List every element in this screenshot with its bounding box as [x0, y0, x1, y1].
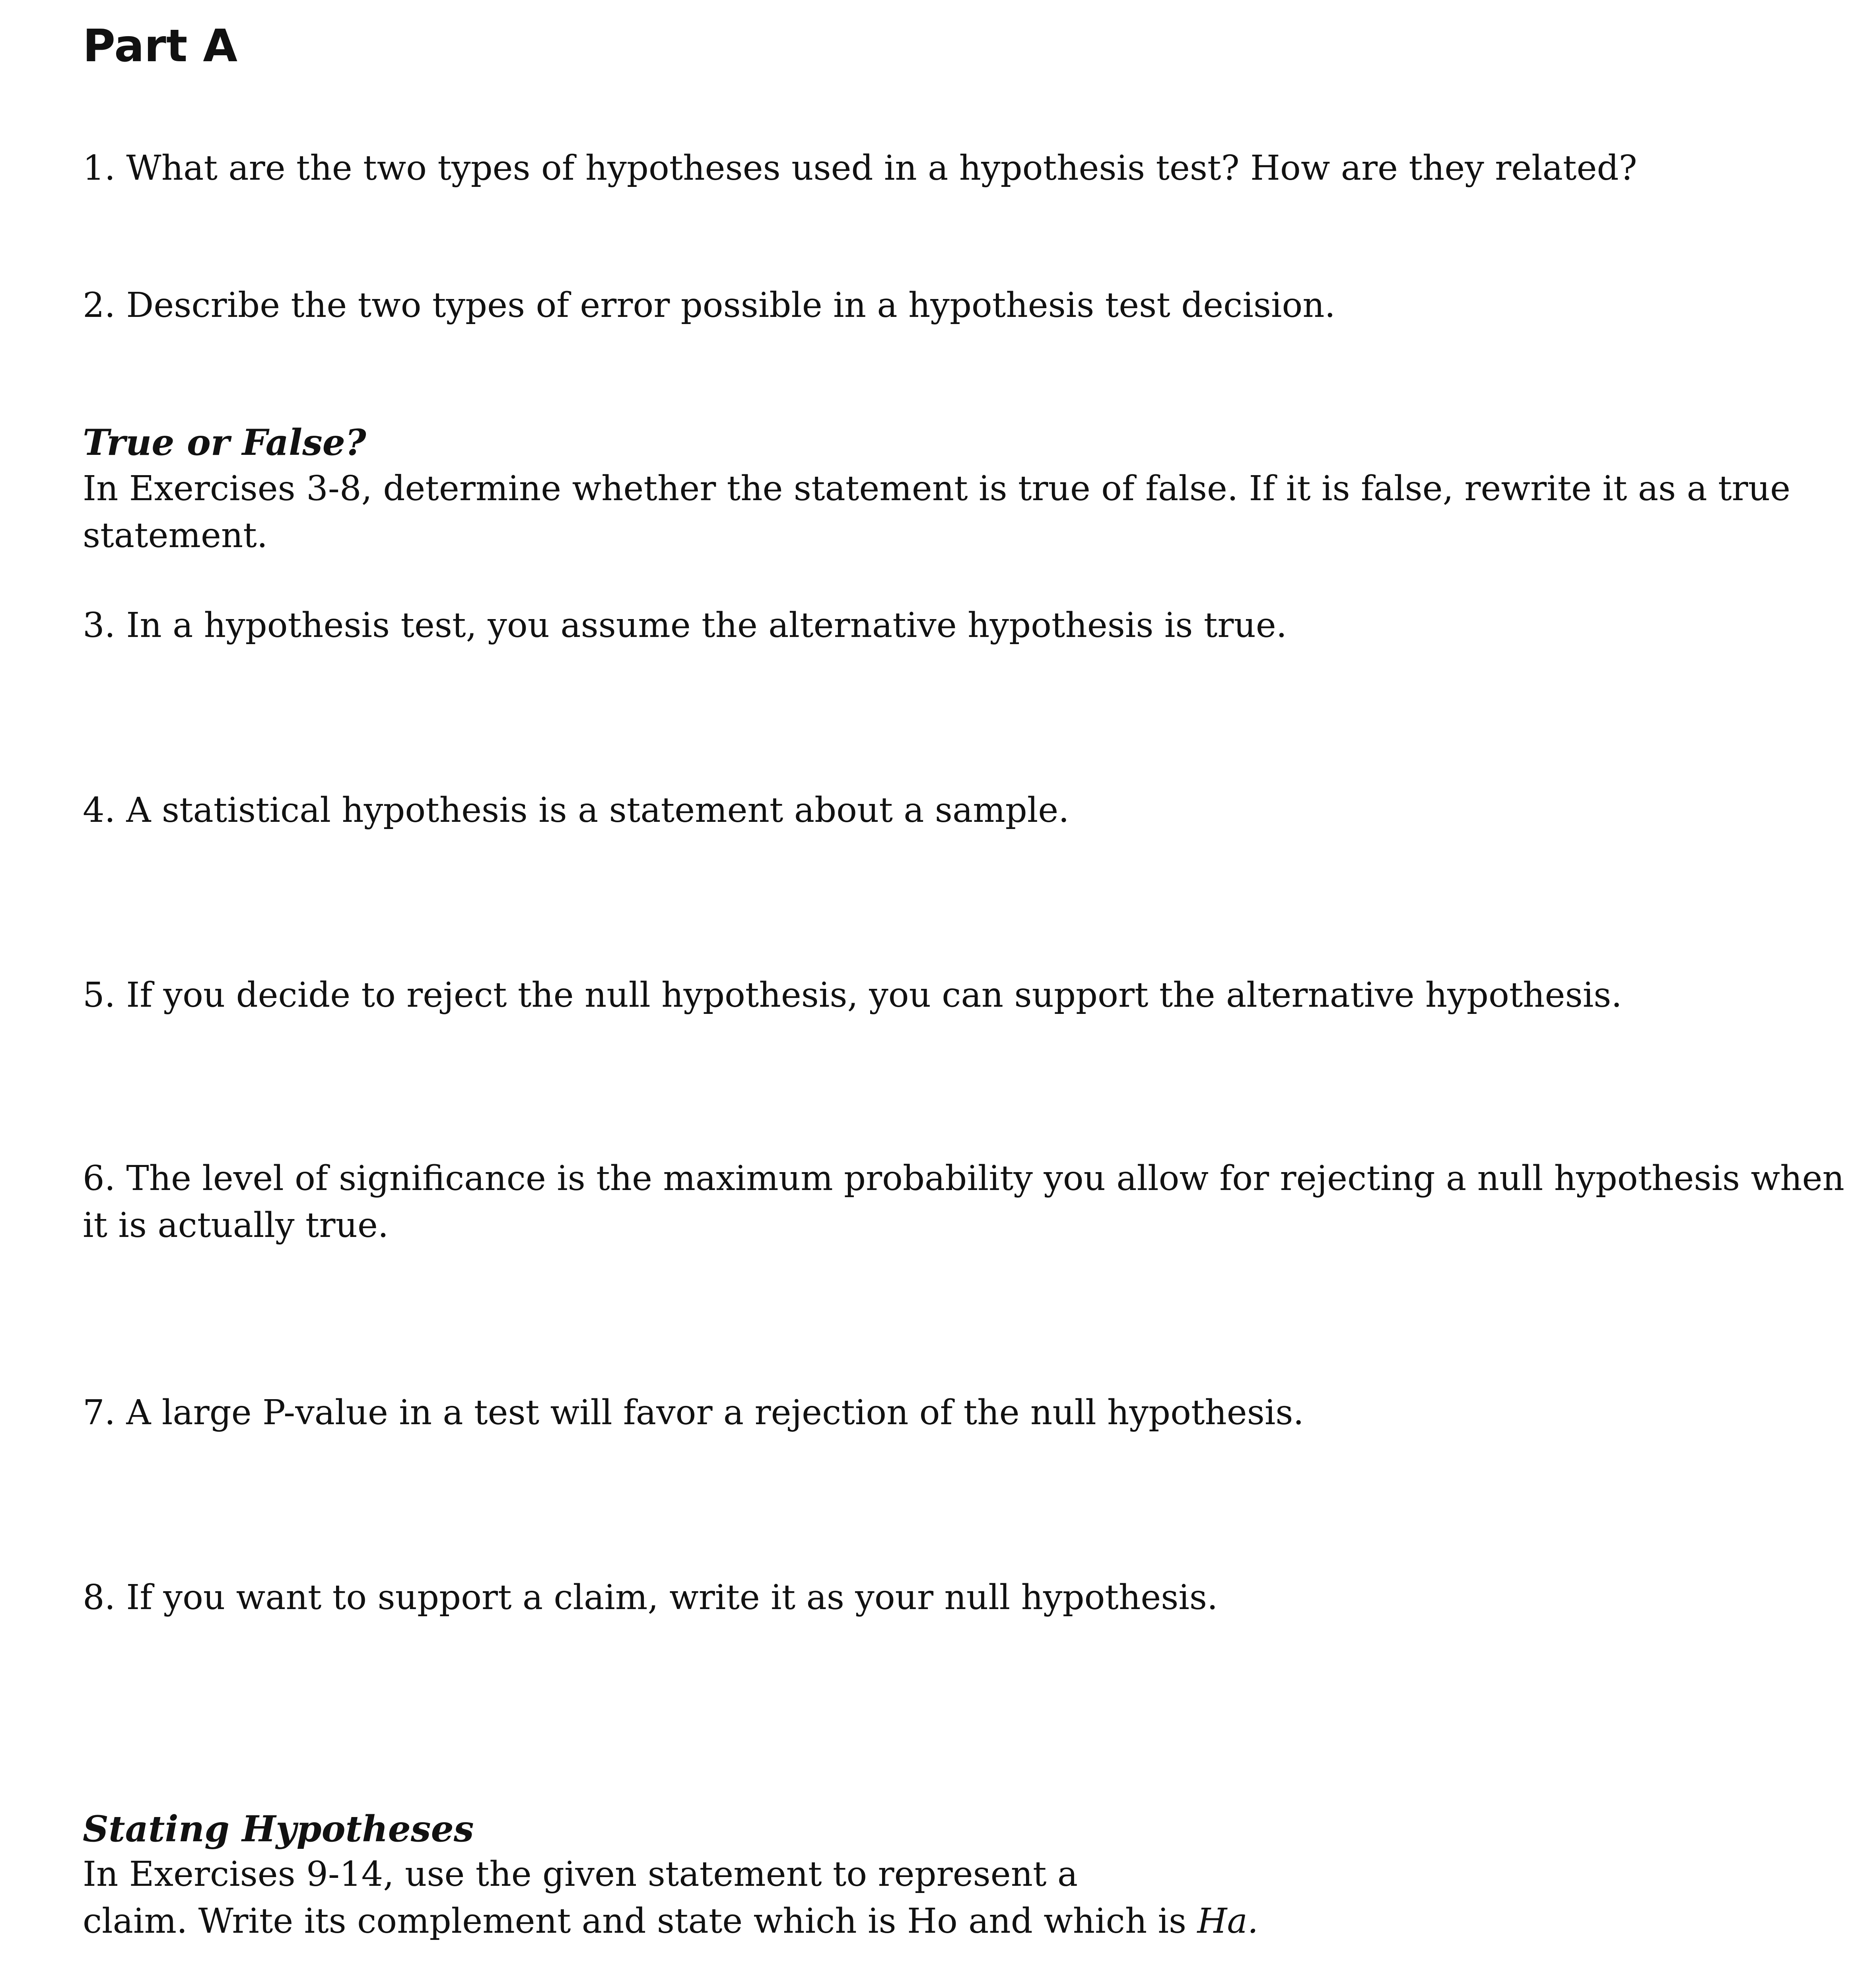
stating-hypotheses-instructions-line-1: In Exercises 9-14, use the given statement to represent a — [83, 1854, 1078, 1894]
stating-hypotheses-instructions-line-2 — [83, 1898, 1258, 1945]
question-5: 5. If you decide to reject the null hypothesis, you can support the alternative hypothesis. — [83, 975, 1622, 1015]
true-false-heading: True or False? — [83, 421, 366, 464]
question-6 — [83, 1155, 1844, 1249]
question-6-line-1: 6. The level of significance is the maximum probability you allow for rejecting a null hypothesis when — [83, 1159, 1844, 1198]
question-8: 8. If you want to support a claim, write it as your null hypothesis. — [83, 1578, 1218, 1617]
stating-hypotheses-instructions-line-2-text: claim. Write its complement and state which is Ho and which is — [83, 1901, 1197, 1941]
question-7: 7. A large P-value in a test will favor a rejection of the null hypothesis. — [83, 1393, 1304, 1433]
alternative-hypothesis-label: Ha. — [1197, 1901, 1259, 1941]
question-3: 3. In a hypothesis test, you assume the alternative hypothesis is true. — [83, 606, 1287, 645]
true-false-instructions — [83, 465, 1790, 559]
stating-hypotheses-heading: Stating Hypotheses — [83, 1808, 474, 1850]
question-6-line-2: it is actually true. — [83, 1206, 389, 1245]
question-2: 2. Describe the two types of error possible in a hypothesis test decision. — [83, 285, 1335, 325]
stating-hypotheses-instructions — [83, 1851, 1258, 1945]
true-false-instructions-line-1: In Exercises 3-8, determine whether the statement is true of false. If it is false, rewrite it as a true — [83, 469, 1791, 509]
page-title: Part A — [83, 20, 238, 72]
true-false-instructions-line-2: statement. — [83, 516, 268, 555]
question-4: 4. A statistical hypothesis is a statement about a sample. — [83, 790, 1069, 830]
question-1: 1. What are the two types of hypotheses used in a hypothesis test? How are they related? — [83, 148, 1637, 188]
